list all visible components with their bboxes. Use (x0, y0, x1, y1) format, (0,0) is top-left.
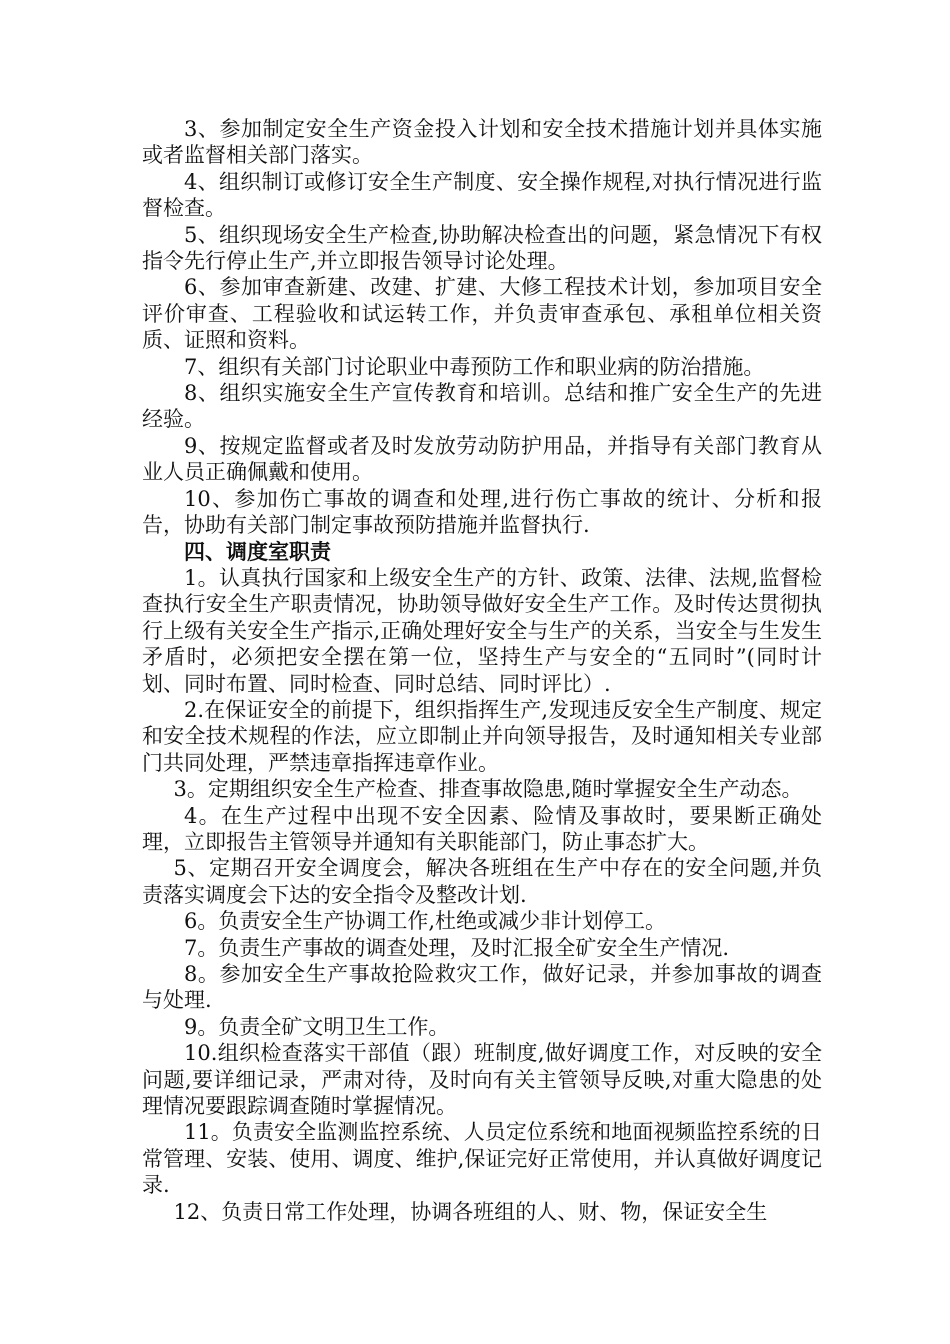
paragraph-item-6: 6、参加审查新建、改建、扩建、大修工程技术计划，参加项目安全评价审查、工程验收和试运转工作，并负责审查承包、承租单位相关资质、证照和资料。 (142, 275, 822, 353)
document-body (142, 116, 822, 1225)
dispatch-duty-7: 7。负责生产事故的调查处理，及时汇报全矿安全生产情况. (184, 935, 730, 960)
dispatch-duty-5: 5、定期召开安全调度会，解决各班组在生产中存在的安全问题,并负责落实调度会下达的安全指令及整改计划. (142, 856, 822, 907)
dispatch-duty-9: 9。负责全矿文明卫生工作。 (184, 1014, 450, 1039)
section-heading-dispatch-room: 四、调度室职责 (184, 539, 331, 564)
paragraph-item-7: 7、组织有关部门讨论职业中毒预防工作和职业病的防治措施。 (184, 354, 765, 379)
dispatch-duty-1: 1。认真执行国家和上级安全生产的方针、政策、法律、法规,监督检查执行安全生产职责情况，协助领导做好安全生产工作。及时传达贯彻执行上级有关安全生产指示,正确处理好安全与生产的关系，当安全与生发生矛盾时，必须把安全摆在第一位，坚持生产与安全的“五同时”(同时计划、同时布置、同时检查、同时总结、同时评比）. (142, 565, 822, 696)
dispatch-duty-11: 11。负责安全监测监控系统、人员定位系统和地面视频监控系统的日常管理、安装、使用、调度、维护,保证完好正常使用，并认真做好调度记录. (142, 1120, 822, 1198)
dispatch-duty-8: 8。参加安全生产事故抢险救灾工作，做好记录，并参加事故的调查与处理. (142, 962, 822, 1013)
dispatch-duty-4: 4。在生产过程中出现不安全因素、险情及事故时，要果断正确处理，立即报告主管领导并通知有关职能部门，防止事态扩大。 (142, 803, 822, 854)
dispatch-duty-10: 10.组织检查落实干部值（跟）班制度,做好调度工作，对反映的安全问题,要详细记录，严肃对待，及时向有关主管领导反映,对重大隐患的处理情况要跟踪调查随时掌握情况。 (142, 1041, 822, 1119)
dispatch-duty-3: 3。定期组织安全生产检查、排查事故隐患,随时掌握安全生产动态。 (173, 777, 803, 802)
dispatch-duty-6: 6。负责安全生产协调工作,杜绝或减少非计划停工。 (184, 909, 667, 934)
dispatch-duty-12: 12、负责日常工作处理，协调各班组的人、财、物，保证安全生 (173, 1199, 768, 1224)
paragraph-item-3: 3、参加制定安全生产资金投入计划和安全技术措施计划并具体实施或者监督相关部门落实。 (142, 117, 822, 168)
paragraph-item-4: 4、组织制订或修订安全生产制度、安全操作规程,对执行情况进行监督检查。 (142, 169, 822, 221)
paragraph-item-9: 9、按规定监督或者及时发放劳动防护用品，并指导有关部门教育从业人员正确佩戴和使用。 (142, 433, 822, 485)
dispatch-duty-2: 2.在保证安全的前提下，组织指挥生产,发现违反安全生产制度、规定和安全技术规程的作法，应立即制止并向领导报告，及时通知相关专业部门共同处理，严禁违章指挥违章作业。 (142, 697, 822, 775)
paragraph-item-8: 8、组织实施安全生产宣传教育和培训。总结和推广安全生产的先进经验。 (142, 381, 822, 432)
paragraph-item-5: 5、组织现场安全生产检查,协助解决检查出的问题，紧急情况下有权指令先行停止生产,并立即报告领导讨论处理。 (142, 222, 822, 274)
paragraph-item-10: 10、参加伤亡事故的调查和处理,进行伤亡事故的统计、分析和报告，协助有关部门制定事故预防措施并监督执行. (142, 486, 822, 538)
